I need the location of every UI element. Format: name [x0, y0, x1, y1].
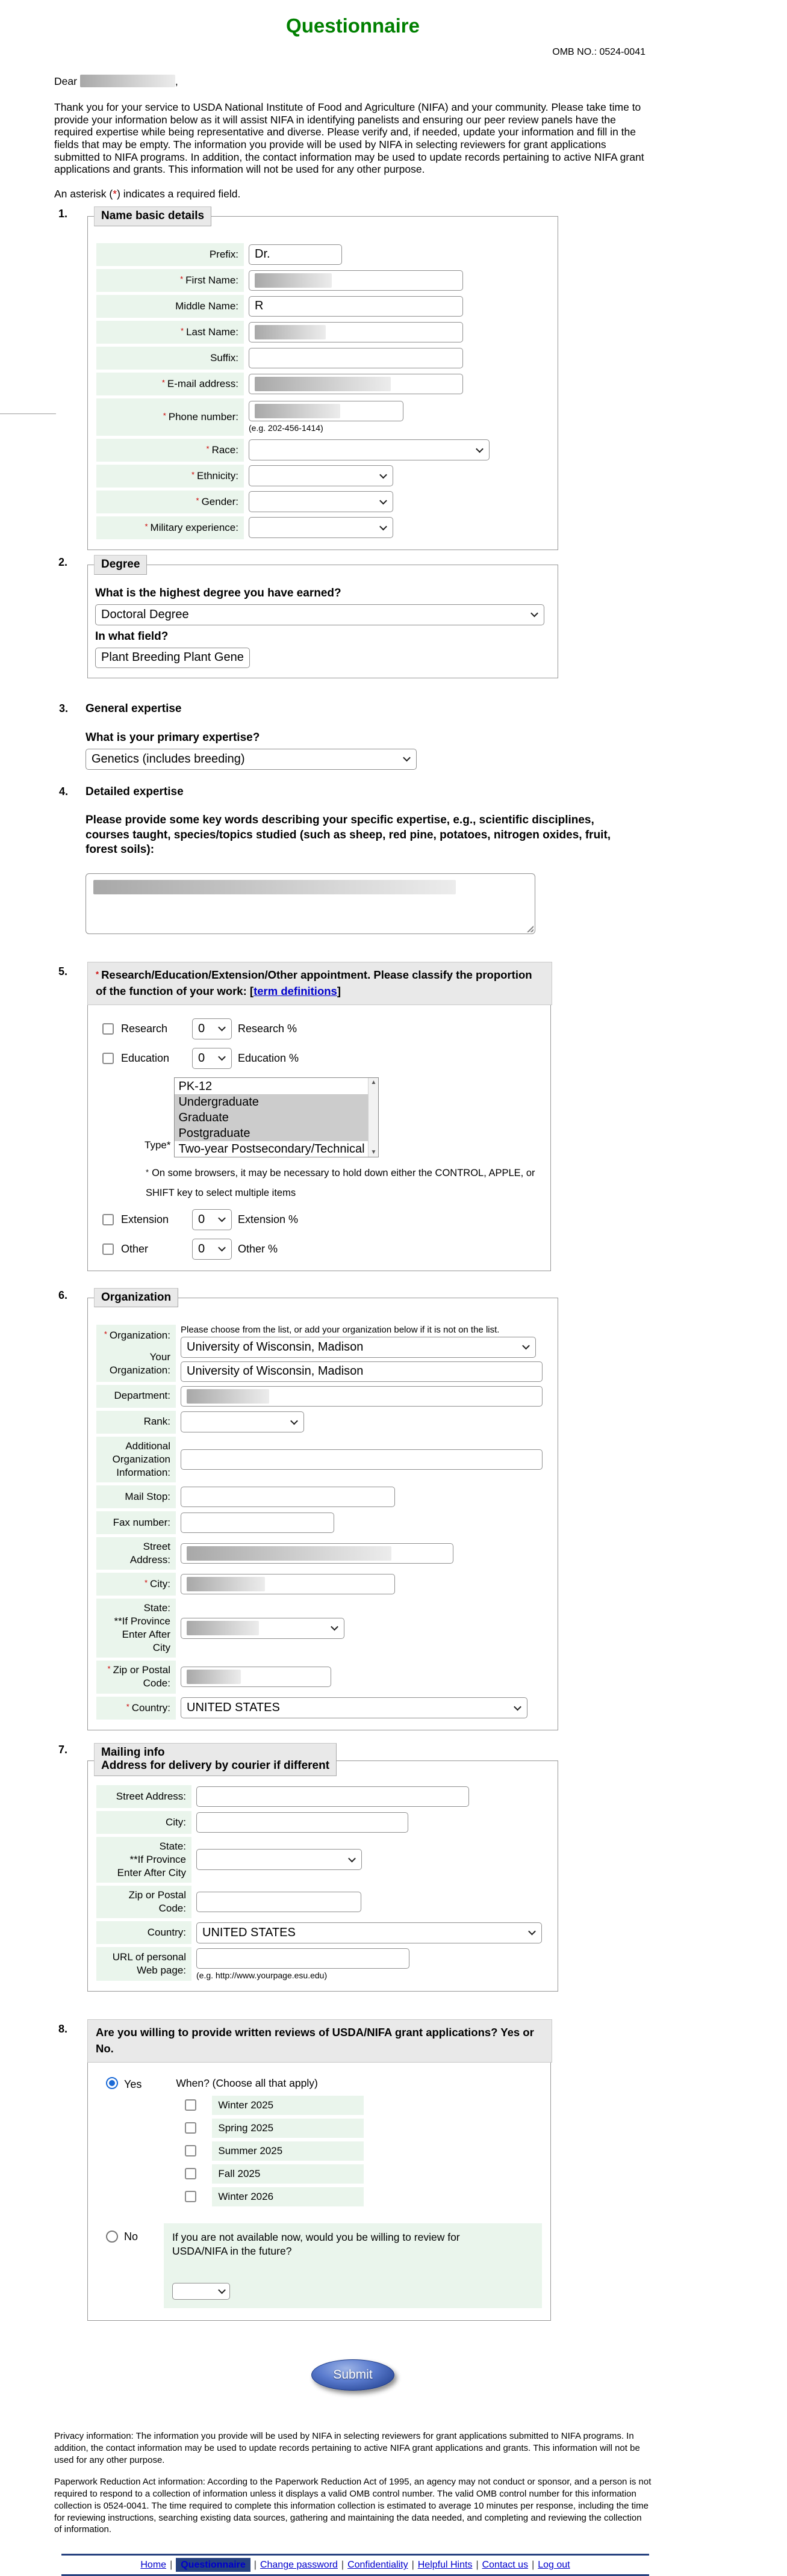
required-asterisk: *	[104, 1329, 107, 1339]
mail-zip-label: Zip or Postal Code:	[128, 1889, 186, 1914]
yes-label: Yes	[124, 2078, 142, 2090]
type-label: Type*	[145, 1139, 171, 1151]
future-review-question: If you are not available now, would you be willing to review for USDA/NIFA in the future?	[172, 2231, 460, 2258]
additional-org-row	[96, 1437, 549, 1482]
your-organization-label: Your Organization:	[109, 1351, 170, 1376]
required-asterisk: *	[144, 1577, 148, 1587]
email-input[interactable]	[249, 374, 463, 394]
chevron-down-icon	[218, 1215, 226, 1222]
zip-input[interactable]	[181, 1667, 331, 1687]
winter-2026-label: Winter 2026	[212, 2187, 364, 2206]
country-row	[96, 1697, 549, 1720]
nav-questionnaire-current[interactable]: Questionnaire	[176, 2558, 250, 2572]
privacy-paragraph: Privacy information: The information you provide will be used by NIFA in selecting reviewers for grant applications submitted to NIFA programs. In addition, the contact information may be used to update records pertaining to active NIFA grant applications and grants. This information will not be used for any other purpose.	[54, 2430, 640, 2465]
education-percent-value: 0	[198, 1051, 205, 1065]
chevron-down-icon	[530, 610, 538, 618]
rank-label: Rank:	[143, 1416, 170, 1428]
detailed-expertise-heading: Detailed expertise	[86, 785, 184, 798]
last-name-label: * Last Name:	[181, 326, 238, 338]
winter-2025-label: Winter 2025	[212, 2096, 364, 2115]
phone-label: * Phone number:	[163, 410, 238, 423]
ethnicity-select[interactable]	[249, 465, 393, 486]
extension-row	[102, 1209, 542, 1230]
footer-nav	[61, 2554, 649, 2576]
section-degree	[58, 556, 558, 678]
section-1-legend: Name basic details	[94, 206, 211, 226]
primary-expertise-question: What is your primary expertise?	[86, 731, 260, 744]
prefix-input[interactable]	[249, 244, 342, 265]
education-type-row	[145, 1077, 542, 1157]
zip-label: * Zip or Postal Code:	[107, 1664, 170, 1689]
other-row	[102, 1239, 542, 1260]
required-note-pre: An asterisk (	[54, 187, 113, 200]
listbox-option[interactable]: Graduate	[175, 1110, 368, 1125]
required-asterisk: *	[107, 1664, 111, 1674]
redacted-first-name	[255, 273, 332, 288]
when-label: When? (Choose all that apply)	[176, 2076, 318, 2089]
spring-2025-label: Spring 2025	[212, 2119, 364, 2138]
mail-stop-row	[96, 1485, 549, 1508]
listbox-scrollbar[interactable]	[368, 1078, 378, 1157]
education-percent-select[interactable]	[192, 1048, 232, 1069]
section-1-number: 1.	[58, 207, 68, 220]
url-row	[96, 1947, 549, 1981]
intro-paragraph: Thank you for your service to USDA National Institute of Food and Agriculture (NIFA) and your community. Please take time to provide your information below as it will assist NIFA in identifying panelists and ensuring our peer review panels have the required expertise while being representative and diverse. Please verify and, if needed, update your information and fill in the fields that may be empty. The information you provide will be used by NIFA in selecting reviewers for grant applications submitted to NIFA programs. In addition, the contact information may be used to update records pertaining to active NIFA grant applications and grants. This information will not be used for any other purpose.	[54, 101, 644, 176]
additional-org-label: Additional Organization Information:	[112, 1440, 170, 1478]
country-label: * Country:	[126, 1701, 170, 1714]
chevron-down-icon	[522, 1342, 530, 1350]
multiselect-note: * On some browsers, it may be necessary to hold down either the CONTROL, APPLE, or SHIFT key to select multiple items	[146, 1167, 535, 1198]
submit-button[interactable]: Submit	[311, 2359, 394, 2391]
extension-percent-label: Extension %	[238, 1213, 299, 1225]
email-label: * E-mail address:	[161, 377, 238, 389]
section-6-legend: Organization	[94, 1288, 178, 1308]
organization-helper-text: Please choose from the list, or add your organization below if it is not on the list.	[181, 1324, 500, 1335]
required-asterisk: *	[196, 495, 199, 505]
gender-select[interactable]	[249, 491, 393, 512]
first-name-row	[96, 269, 549, 292]
required-asterisk: *	[206, 444, 210, 453]
nav-separator: |	[170, 2560, 173, 2571]
street-address-label: Street Address:	[129, 1540, 170, 1565]
required-note-post: ) indicates a required field.	[117, 187, 241, 200]
when-block	[176, 2077, 364, 2210]
page-title: Questionnaire	[286, 14, 420, 37]
listbox-option[interactable]: Postgraduate	[175, 1125, 368, 1141]
keywords-textarea[interactable]	[86, 873, 535, 934]
race-label: * Race:	[206, 444, 238, 456]
url-label: URL of personal Web page:	[112, 1951, 186, 1977]
required-asterisk: *	[181, 326, 184, 335]
city-label: * City:	[144, 1577, 170, 1590]
summer-2025-checkbox[interactable]	[185, 2145, 196, 2156]
mail-country-label: Country:	[147, 1926, 186, 1938]
listbox-option[interactable]: Two-year Postsecondary/Technical	[178, 1142, 365, 1156]
other-percent-value: 0	[198, 1242, 205, 1255]
mail-street-row	[96, 1785, 549, 1808]
mail-country-select[interactable]	[196, 1922, 542, 1943]
suffix-input[interactable]	[249, 348, 463, 368]
nav-separator: |	[476, 2560, 479, 2571]
chevron-down-icon	[379, 497, 387, 504]
field-question: In what field?	[95, 630, 169, 643]
other-percent-label: Other %	[238, 1242, 278, 1255]
mail-city-label: City:	[166, 1816, 186, 1828]
nav-separator: |	[532, 2560, 535, 2571]
degree-question: What is the highest degree you have earned?	[95, 586, 341, 599]
section-6-number: 6.	[58, 1289, 68, 1301]
mail-country-value: UNITED STATES	[202, 1925, 296, 1939]
ethnicity-label: * Ethnicity:	[191, 469, 238, 481]
research-label: Research	[121, 1022, 168, 1035]
required-asterisk: *	[161, 377, 165, 387]
future-review-box	[164, 2223, 542, 2308]
yes-radio[interactable]	[106, 2077, 118, 2089]
winter-2025-checkbox[interactable]	[185, 2099, 196, 2111]
prefix-label: Prefix:	[209, 248, 238, 260]
redacted-phone	[255, 404, 340, 418]
nav-confidentiality-link[interactable]: Confidentiality	[347, 2560, 408, 2571]
fax-input[interactable]	[181, 1512, 334, 1533]
review-question-header: Are you willing to provide written reviews of USDA/NIFA grant applications? Yes or No.	[87, 2019, 552, 2063]
redacted-state	[187, 1621, 259, 1635]
redacted-email	[255, 377, 391, 391]
required-note-star: *	[113, 187, 117, 200]
other-label: Other	[121, 1242, 149, 1255]
section-general-expertise	[59, 702, 652, 770]
redacted-zip	[187, 1670, 241, 1684]
greeting-punct: ,	[175, 75, 178, 87]
section-3-number: 3.	[59, 702, 69, 714]
chevron-down-icon	[348, 1854, 356, 1862]
research-percent-select[interactable]	[192, 1018, 232, 1039]
rank-select[interactable]	[181, 1411, 304, 1432]
section-7-number: 7.	[58, 1743, 68, 1756]
nav-home-link[interactable]: Home	[140, 2560, 167, 2571]
military-row	[96, 516, 549, 539]
chevron-down-icon	[218, 1244, 226, 1252]
nav-change-password-link[interactable]: Change password	[260, 2560, 338, 2571]
no-radio[interactable]	[106, 2231, 118, 2243]
resize-handle-icon[interactable]	[526, 925, 533, 932]
degree-select[interactable]	[95, 604, 544, 625]
required-asterisk: *	[191, 469, 195, 479]
gender-label: * Gender:	[196, 495, 238, 507]
section-8-number: 8.	[58, 2023, 68, 2036]
spring-2025-checkbox[interactable]	[185, 2122, 196, 2134]
redacted-street	[187, 1546, 391, 1561]
primary-expertise-value: Genetics (includes breeding)	[92, 752, 245, 766]
chevron-down-icon	[218, 2287, 226, 2294]
redacted-name	[80, 75, 175, 87]
state-label: State: **If Province Enter After City	[114, 1602, 170, 1654]
middle-name-label: Middle Name:	[175, 300, 238, 312]
section-2-legend: Degree	[94, 555, 147, 575]
research-row	[102, 1018, 542, 1039]
mail-street-input[interactable]	[196, 1786, 469, 1807]
required-asterisk: *	[145, 521, 148, 531]
middle-name-input[interactable]	[249, 296, 463, 317]
ethnicity-row	[96, 465, 549, 488]
chevron-down-icon	[218, 1053, 226, 1061]
chevron-down-icon	[218, 1024, 226, 1032]
education-row	[102, 1048, 542, 1069]
redacted-last-name	[255, 325, 326, 339]
email-row	[96, 373, 549, 395]
last-name-input[interactable]	[249, 322, 463, 342]
extension-checkbox[interactable]	[102, 1214, 114, 1225]
extension-label: Extension	[121, 1213, 169, 1225]
research-checkbox[interactable]	[102, 1023, 114, 1035]
mail-city-row	[96, 1811, 549, 1834]
research-percent-label: Research %	[238, 1022, 297, 1035]
extension-percent-select[interactable]	[192, 1209, 232, 1230]
no-label: No	[124, 2230, 138, 2243]
race-row	[96, 439, 549, 462]
nav-separator: |	[341, 2560, 344, 2571]
mail-city-input[interactable]	[196, 1812, 408, 1833]
section-willing-to-review	[58, 2019, 558, 2321]
education-type-listbox[interactable]	[174, 1077, 379, 1157]
street-address-input[interactable]	[181, 1543, 453, 1564]
organization-select[interactable]	[181, 1337, 536, 1358]
when-option-row	[176, 2119, 364, 2138]
chevron-down-icon	[331, 1623, 338, 1631]
city-row	[96, 1573, 549, 1596]
section-name-basic-details	[58, 207, 558, 550]
mail-state-select[interactable]	[196, 1849, 362, 1870]
fall-2025-checkbox[interactable]	[185, 2168, 196, 2179]
chevron-down-icon	[290, 1417, 298, 1425]
department-row	[96, 1385, 549, 1408]
required-field-note	[54, 188, 652, 200]
section-2-number: 2.	[58, 556, 68, 568]
additional-org-input[interactable]	[181, 1449, 543, 1470]
first-name-input[interactable]	[249, 270, 463, 291]
nav-log-out-link[interactable]: Log out	[538, 2560, 570, 2571]
greeting-line	[54, 75, 652, 88]
country-select[interactable]	[181, 1697, 527, 1718]
first-name-label: * First Name:	[180, 274, 238, 286]
scroll-down-icon[interactable]: ▼	[370, 1148, 377, 1156]
department-label: Department:	[114, 1390, 170, 1402]
redacted-department	[187, 1389, 269, 1404]
last-name-row	[96, 321, 549, 344]
mail-stop-input[interactable]	[181, 1487, 395, 1507]
phone-hint: (e.g. 202-456-1414)	[249, 423, 323, 433]
your-organization-input[interactable]	[181, 1361, 543, 1382]
when-option-row	[176, 2164, 364, 2184]
other-percent-select[interactable]	[192, 1239, 232, 1260]
required-asterisk: *	[180, 274, 184, 283]
redacted-city	[187, 1577, 265, 1591]
winter-2026-checkbox[interactable]	[185, 2191, 196, 2202]
mail-zip-input[interactable]	[196, 1892, 361, 1912]
phone-row	[96, 398, 549, 436]
section-4-number: 4.	[59, 785, 69, 797]
redacted-keywords	[93, 880, 456, 894]
url-hint: (e.g. http://www.yourpage.esu.edu)	[196, 1970, 328, 1980]
city-input[interactable]	[181, 1574, 395, 1594]
primary-expertise-select[interactable]	[86, 749, 417, 770]
term-definitions-link[interactable]: term definitions	[254, 984, 337, 997]
appointment-header: * Research/Education/Extension/Other appointment. Please classify the proportion of the function of your work: [term definitions]	[87, 962, 552, 1005]
chevron-down-icon	[476, 445, 484, 453]
listbox-option[interactable]: PK-12	[178, 1079, 213, 1093]
scroll-up-icon[interactable]: ▲	[370, 1079, 377, 1086]
gender-row	[96, 491, 549, 513]
race-select[interactable]	[249, 439, 490, 460]
phone-input[interactable]	[249, 401, 403, 421]
section-7-legend: Mailing info Address for delivery by courier if different	[94, 1743, 337, 1777]
section-appointment	[58, 962, 558, 1271]
chevron-down-icon	[379, 471, 387, 478]
mail-street-label: Street Address:	[116, 1790, 186, 1802]
fax-label: Fax number:	[113, 1516, 170, 1528]
section-organization	[58, 1289, 558, 1730]
when-option-row	[176, 2187, 364, 2206]
nav-separator: |	[254, 2560, 257, 2571]
degree-select-value: Doctoral Degree	[101, 607, 189, 621]
mail-state-row	[96, 1837, 549, 1883]
suffix-row	[96, 347, 549, 370]
keywords-prompt: Please provide some key words describing your specific expertise, e.g., scientific disciplines, courses taught, species/topics studied (such as sheep, red pine, potatoes, nitrogen oxides, fruit, forest soils):	[86, 813, 611, 856]
suffix-label: Suffix:	[210, 351, 238, 364]
mail-zip-row	[96, 1886, 549, 1918]
military-label: * Military experience:	[145, 521, 238, 533]
nav-helpful-hints-link[interactable]: Helpful Hints	[417, 2560, 473, 2571]
rank-row	[96, 1411, 549, 1434]
zip-row	[96, 1661, 549, 1693]
chevron-down-icon	[528, 1928, 536, 1936]
fax-row	[96, 1511, 549, 1534]
middle-name-row	[96, 295, 549, 318]
fall-2025-label: Fall 2025	[212, 2164, 364, 2184]
stray-divider-line	[0, 413, 56, 414]
required-asterisk: *	[126, 1701, 129, 1711]
mail-state-label: State: **If Province Enter After City	[117, 1840, 186, 1878]
chevron-down-icon	[379, 522, 387, 530]
chevron-down-icon	[514, 1703, 521, 1711]
mail-country-row	[96, 1921, 549, 1944]
general-expertise-heading: General expertise	[86, 702, 182, 715]
military-experience-select[interactable]	[249, 517, 393, 538]
when-option-row	[176, 2096, 364, 2115]
department-input[interactable]	[181, 1386, 543, 1407]
nav-separator: |	[411, 2560, 414, 2571]
organization-select-value: University of Wisconsin, Madison	[187, 1340, 364, 1354]
greeting-text: Dear	[54, 75, 77, 87]
section-detailed-expertise	[59, 785, 652, 934]
education-checkbox[interactable]	[102, 1053, 114, 1064]
omb-number: OMB NO.: 0524-0041	[552, 47, 645, 57]
summer-2025-label: Summer 2025	[212, 2141, 364, 2161]
no-row	[106, 2223, 542, 2308]
degree-field-input[interactable]	[95, 648, 250, 668]
other-checkbox[interactable]	[102, 1243, 114, 1255]
street-address-row	[96, 1537, 549, 1570]
url-input[interactable]	[196, 1948, 409, 1969]
organization-row	[96, 1325, 549, 1382]
listbox-option[interactable]: Undergraduate	[175, 1094, 368, 1110]
organization-label: * Organization:	[104, 1329, 170, 1341]
yes-row	[106, 2077, 542, 2210]
country-select-value: UNITED STATES	[187, 1701, 280, 1715]
required-asterisk: *	[96, 969, 99, 979]
prefix-row	[96, 243, 549, 266]
extension-percent-value: 0	[198, 1212, 205, 1226]
section-mailing-info	[58, 1743, 558, 1992]
chevron-down-icon	[403, 754, 411, 762]
nav-contact-us-link[interactable]: Contact us	[482, 2560, 529, 2571]
section-5-number: 5.	[58, 965, 68, 977]
state-select[interactable]	[181, 1618, 344, 1639]
education-label: Education	[121, 1051, 170, 1064]
required-asterisk: *	[163, 410, 166, 420]
when-option-row	[176, 2141, 364, 2161]
paperwork-paragraph: Paperwork Reduction Act information: According to the Paperwork Reduction Act of 1995, an agency may not conduct or sponsor, and a person is not required to respond to a collection of information unless it displays a valid OMB control number. The valid OMB control number for this information collection is 0524-0041. The time required to complete this information collection is estimated to average 10 minutes per response, including the time for reviewing instructions, searching existing data sources, gathering and maintaining the data needed, and completing and reviewing the collection of information.	[54, 2476, 652, 2535]
future-review-select[interactable]	[172, 2283, 230, 2300]
research-percent-value: 0	[198, 1021, 205, 1035]
state-row	[96, 1599, 549, 1658]
mail-stop-label: Mail Stop:	[125, 1490, 170, 1502]
education-percent-label: Education %	[238, 1051, 299, 1064]
